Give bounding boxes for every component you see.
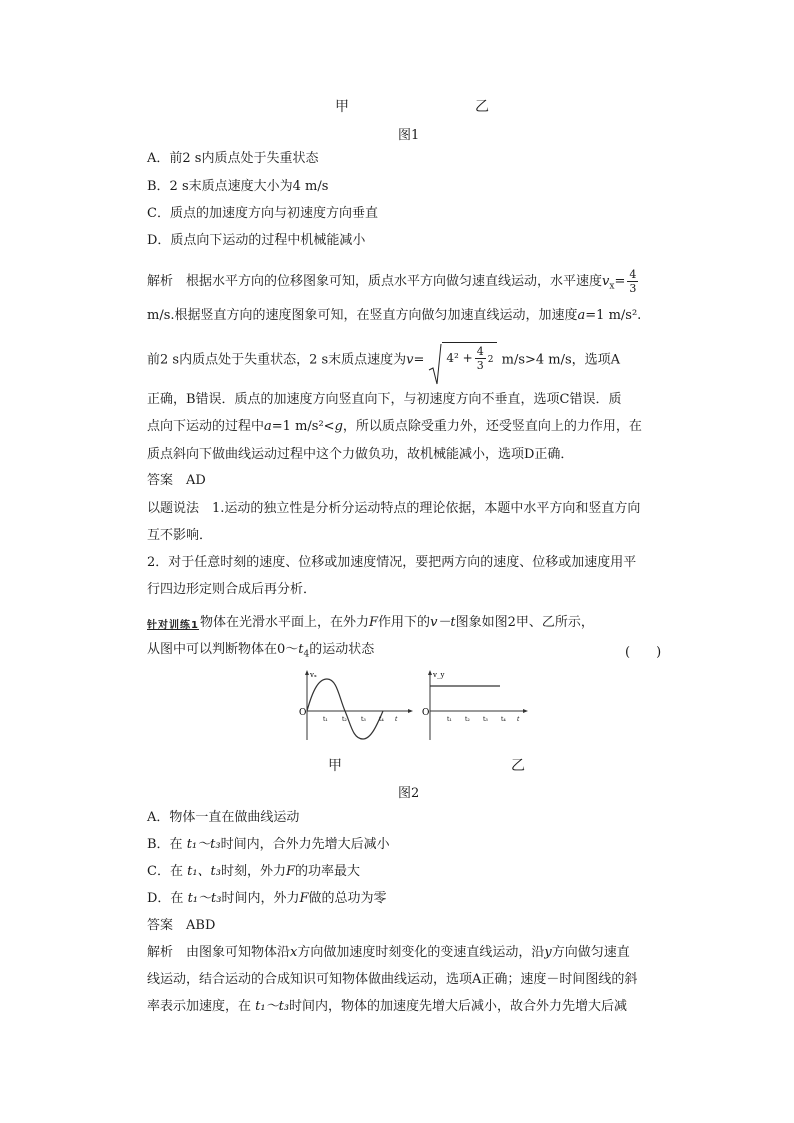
yi-y-arrow-icon	[428, 670, 432, 675]
q2-analysis-line-2: 线运动，结合运动的合成知识可知物体做曲线运动，选项A正确；速度－时间图线的斜	[147, 972, 638, 987]
insight-line-4: 行四边形定则合成后再分析．	[147, 582, 317, 597]
jia-tick-t3: t₃	[361, 716, 366, 723]
insight-line-3: 2．对于任意时刻的速度、位移或加速度情况，要把两方向的速度、位移或加速度用平	[147, 555, 637, 570]
yi-tick-t2: t₂	[465, 716, 470, 723]
q1-option-b: B．2 s末质点速度大小为4 m/s	[147, 179, 329, 194]
jia-axis-t: t	[395, 716, 398, 723]
jia-tick-t4: t₄	[379, 716, 384, 723]
q1-option-c: C．质点的加速度方向与初速度方向垂直	[147, 206, 378, 221]
fraction-4-3: $\frac{4}{3}$	[629, 268, 637, 295]
fig1-caption: 图1	[398, 128, 420, 143]
fig2-label-yi: 乙	[511, 758, 525, 774]
figure-2	[295, 665, 535, 747]
insight-line-2: 互不影响．	[147, 528, 213, 543]
fig2-label-jia: 甲	[328, 758, 342, 774]
yi-tick-t1: t₁	[447, 716, 452, 723]
fig1-label-yi: 乙	[475, 99, 489, 115]
jia-ylabel: vₓ	[310, 671, 317, 679]
q1-analysis-line-1: 解析 根据水平方向的位移图象可知，质点水平方向做匀速直线运动，水平速度$v_x=$ $\frac{4}{3}$	[147, 268, 637, 295]
yi-t-arrow-icon	[523, 709, 528, 713]
q2-answer: 答案 ABD	[147, 918, 216, 933]
q2-option-d: D．在 t₁～t₃时间内，外力F做的总功为零	[147, 891, 387, 906]
practice-tag: 针对训练1	[147, 620, 199, 631]
practice-line-2: 从图中可以判断物体在$0\sim t_4$的运动状态	[147, 642, 375, 660]
sqrt-sign-icon	[428, 342, 442, 386]
q1-analysis-line-3: 前2 s内质点处于失重状态，2 s末质点速度为v= 4² + $\frac{4}{3}$ 2 m/s>4 m/s，选项A	[147, 348, 620, 372]
fig2-caption: 图2	[398, 786, 420, 801]
q2-option-a: A．物体一直在做曲线运动	[147, 810, 300, 825]
jia-y-arrow-icon	[305, 670, 309, 675]
q1-option-a: A．前2 s内质点处于失重状态	[147, 151, 319, 166]
yi-origin: O	[422, 708, 430, 718]
q2-option-b: B．在 t₁～t₃时间内，合外力先增大后减小	[147, 837, 390, 852]
jia-t-arrow-icon	[408, 709, 413, 713]
q1-analysis-line-4: 正确，B错误．质点的加速度方向竖直向下，与初速度方向不垂直，选项C错误．质	[147, 392, 622, 407]
insight-line-1: 以题说法 1.运动的独立性是分析分运动特点的理论依据，本题中水平方向和竖直方向	[147, 501, 641, 516]
yi-tick-t3: t₃	[483, 716, 488, 723]
answer-bracket: ( )	[625, 645, 662, 660]
q1-analysis-line-5: 点向下运动的过程中a=1 m/s²<g，所以质点除受重力外，还受竖直向上的力作用，在	[147, 419, 642, 434]
jia-tick-t2: t₂	[342, 716, 347, 723]
yi-tick-t4: t₄	[501, 716, 506, 723]
q2-analysis-line-1: 解析 由图象可知物体沿x方向做加速度时刻变化的变速直线运动，沿y方向做匀速直	[147, 945, 630, 960]
q2-analysis-line-3: 率表示加速度，在 t₁～t₃时间内，物体的加速度先增大后减小，故合外力先增大后减	[147, 999, 628, 1014]
q2-option-c: C．在 t₁、t₃时刻，外力F的功率最大	[147, 864, 361, 879]
q1-answer: 答案 AD	[147, 473, 206, 488]
graph-yi	[422, 670, 528, 740]
yi-axis-t: t	[517, 716, 520, 723]
sqrt-expression: 4² + $\frac{4}{3}$ 2	[428, 348, 497, 372]
q1-option-d: D．质点向下运动的过程中机械能减小	[147, 233, 366, 248]
jia-tick-t1: t₁	[323, 716, 328, 723]
q1-analysis-line-2: m/s.根据竖直方向的速度图象可知，在竖直方向做匀加速直线运动，加速度a=1 m/s².	[147, 308, 642, 323]
graph-jia	[299, 670, 413, 740]
jia-sine-curve	[307, 679, 383, 739]
fig1-label-jia: 甲	[335, 99, 349, 115]
q1-analysis-line-6: 质点斜向下做曲线运动过程中这个力做负功，故机械能减小，选项D正确．	[147, 447, 574, 462]
jia-origin: O	[299, 708, 307, 718]
yi-ylabel: v_y	[433, 671, 445, 679]
practice-line-1: 物体在光滑水平面上，在外力F作用下的v－t图象如图2甲、乙所示，	[200, 615, 594, 630]
